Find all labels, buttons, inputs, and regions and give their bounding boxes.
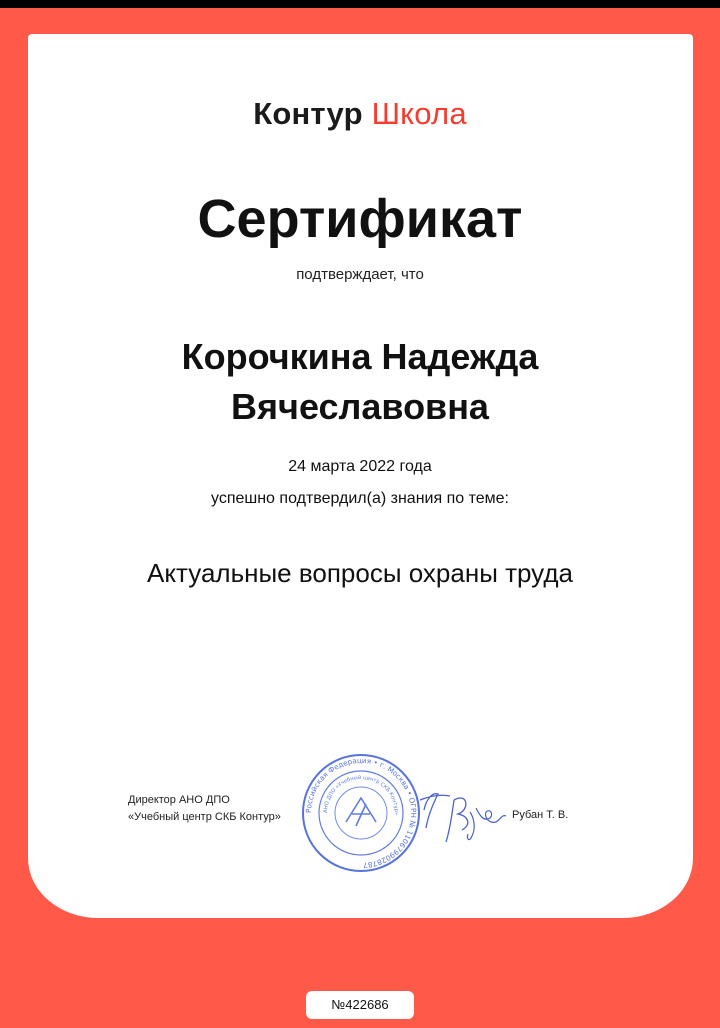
handwritten-signature [410,770,520,860]
stamp-emblem-icon [346,798,376,826]
confirms-text: подтверждает, что [296,266,424,283]
stamp-outer-text: Российская Федерация • г. Москва • ОГРН № 1106799028787 [303,755,419,870]
svg-text:Российская Федерация • г. Моск [304,756,418,870]
statement-text: успешно подтвердил(а) знания по теме: [211,490,509,507]
signer-position-line2: «Учебный центр СКБ Контур» [128,811,281,823]
certificate-title: Сертификат [197,189,523,249]
logo-product: Школа [371,96,467,131]
recipient-name [0,332,720,432]
signer-name: Рубан Т. В. [512,809,569,821]
certificate-number: №422686 [306,991,414,1019]
official-stamp [300,752,422,874]
certificate-date: 24 марта 2022 года [288,458,432,475]
course-title: Актуальные вопросы охраны труда [147,558,573,588]
recipient-name-line2: Вячеславовна [231,386,489,427]
recipient-name-line1: Корочкина Надежда [181,336,539,377]
signer-position [128,792,308,826]
stamp-inner-text: АНО ДПО «Учебный центр СКБ Контур» [322,774,400,816]
kontur-school-logo [0,96,720,132]
signer-position-line1: Директор АНО ДПО [128,794,230,806]
logo-brand: Контур [253,96,363,131]
